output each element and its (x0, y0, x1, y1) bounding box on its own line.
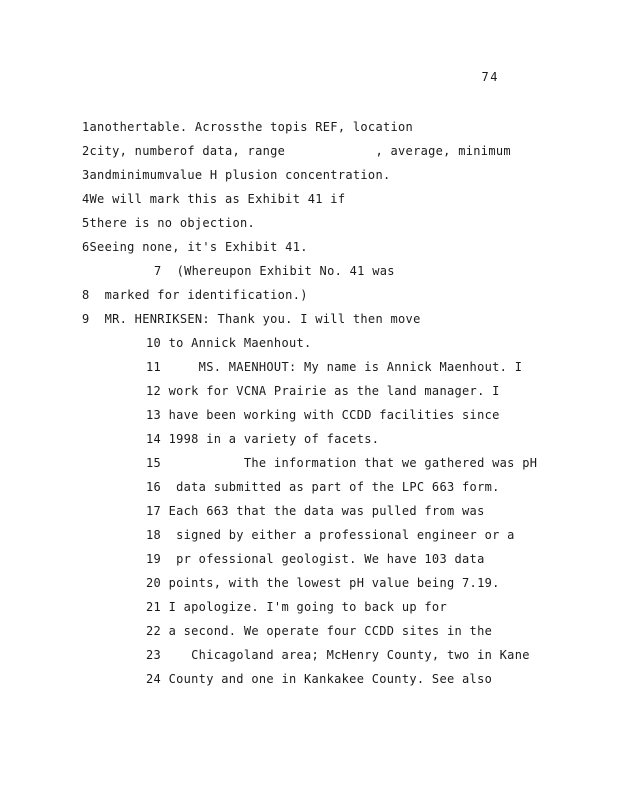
transcript-line-6: 6Seeing none, it's Exhibit 41. (82, 240, 308, 254)
transcript-line-22: 22 a second. We operate four CCDD sites in the (146, 624, 493, 638)
transcript-line-18: 18 signed by either a professional engineer or a (146, 528, 515, 542)
transcript-line-13: 13 have been working with CCDD facilities since (146, 408, 500, 422)
transcript-line-4: 4We will mark this as Exhibit 41 if (82, 192, 346, 206)
transcript-line-24: 24 County and one in Kankakee County. See also (146, 672, 493, 686)
transcript-line-10: 10 to Annick Maenhout. (146, 336, 312, 350)
transcript-line-16: 16 data submitted as part of the LPC 663 form. (146, 480, 500, 494)
transcript-line-14: 14 1998 in a variety of facets. (146, 432, 380, 446)
transcript-line-17: 17 Each 663 that the data was pulled from was (146, 504, 485, 518)
transcript-line-1: 1anothertable. Acrossthe topis REF, location (82, 120, 414, 134)
transcript-line-3: 3andminimumvalue H plusion concentration. (82, 168, 391, 182)
transcript-line-7: 7 (Whereupon Exhibit No. 41 was (154, 264, 395, 278)
transcript-line-9: 9 MR. HENRIKSEN: Thank you. I will then move (82, 312, 421, 326)
transcript-line-21: 21 I apologize. I'm going to back up for (146, 600, 447, 614)
transcript-line-12: 12 work for VCNA Prairie as the land manager. I (146, 384, 500, 398)
page-number: 74 (481, 70, 499, 84)
transcript-line-2: 2city, numberof data, range , average, minimum (82, 144, 511, 158)
transcript-line-20: 20 points, with the lowest pH value being 7.19. (146, 576, 500, 590)
transcript-line-11: 11 MS. MAENHOUT: My name is Annick Maenhout. I (146, 360, 523, 374)
transcript-line-15: 15 The information that we gathered was pH (146, 456, 538, 470)
transcript-line-8: 8 marked for identification.) (82, 288, 308, 302)
transcript-line-19: 19 pr ofessional geologist. We have 103 data (146, 552, 485, 566)
transcript-line-23: 23 Chicagoland area; McHenry County, two in Kane (146, 648, 530, 662)
transcript-line-5: 5there is no objection. (82, 216, 256, 230)
